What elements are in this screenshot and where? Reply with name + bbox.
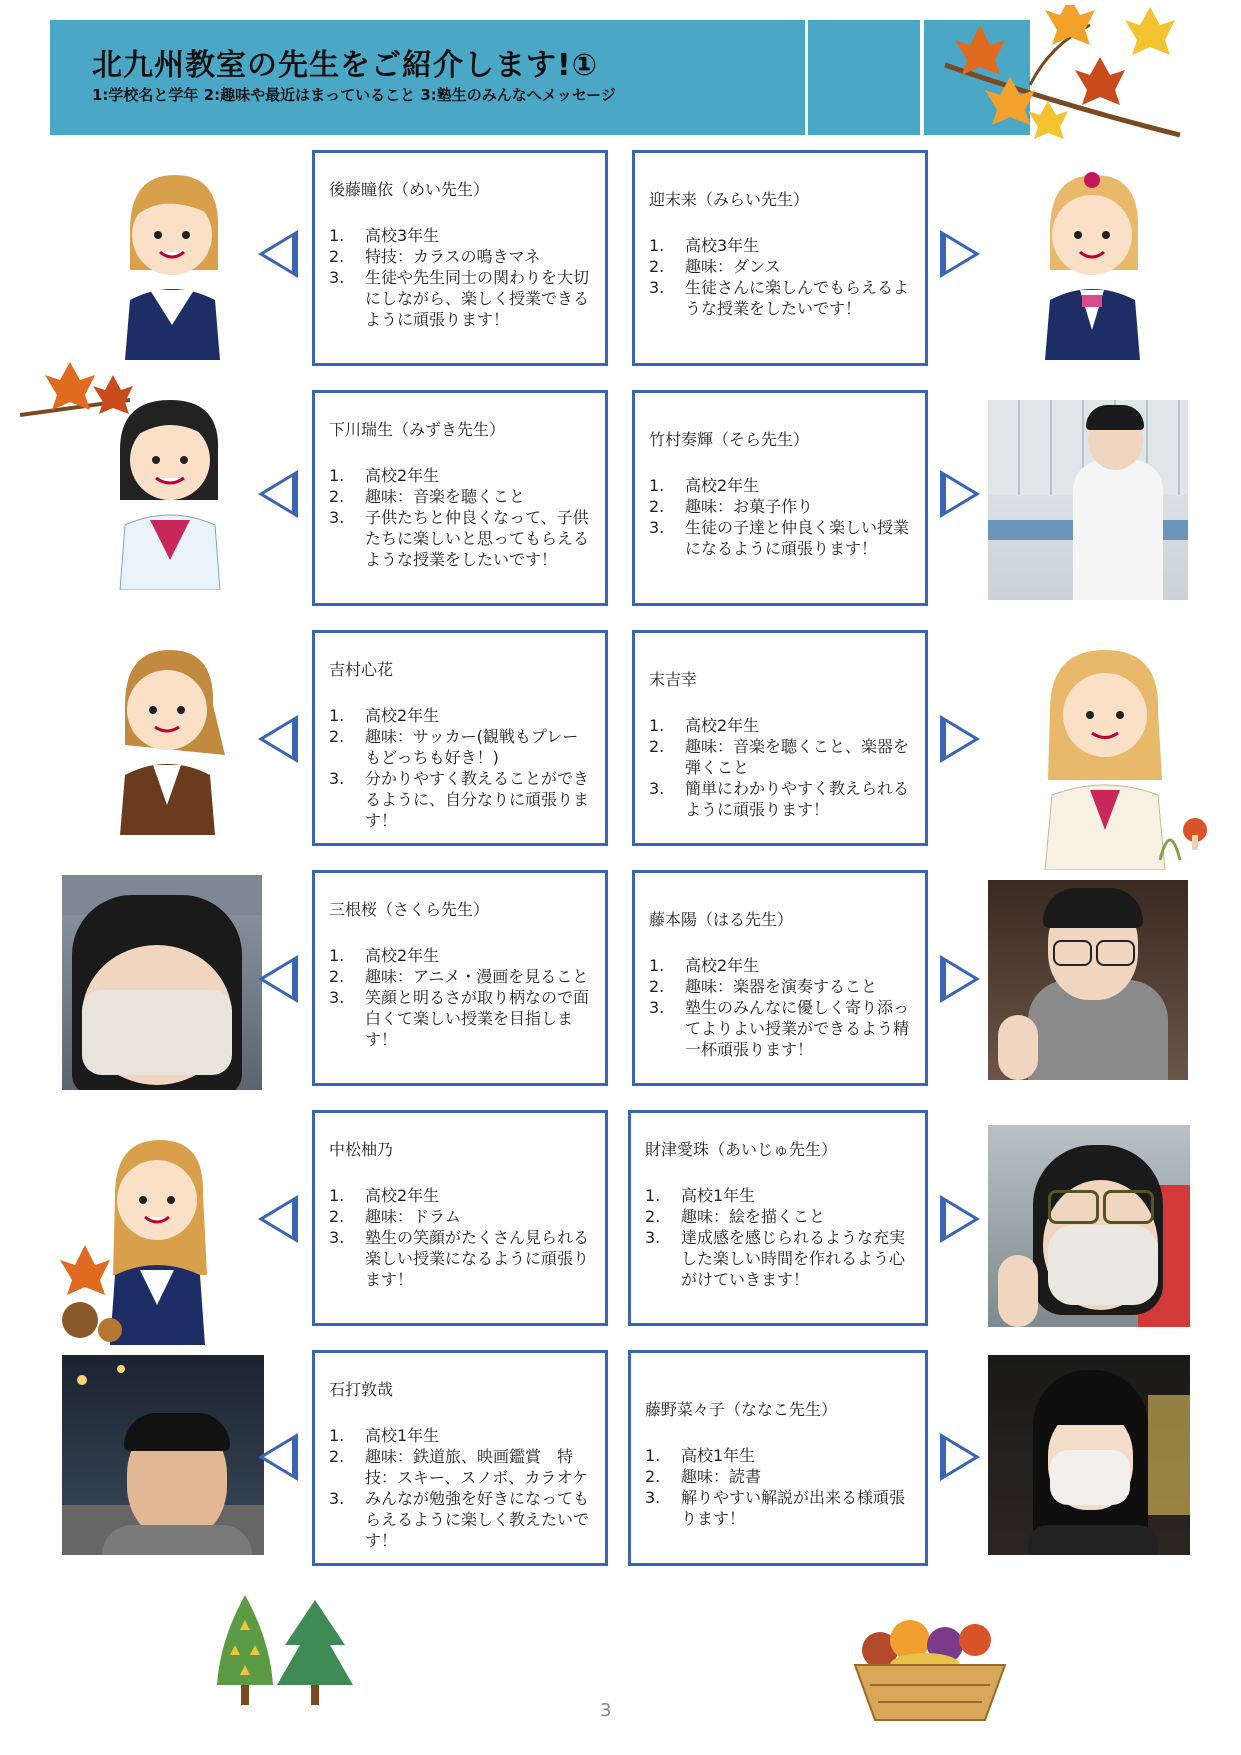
teacher-name: 中松柚乃 bbox=[329, 1140, 394, 1159]
right-arrow-icon bbox=[940, 230, 980, 278]
teacher-card bbox=[632, 870, 928, 1086]
maple-leaves-illustration bbox=[940, 5, 1190, 155]
teacher-photo bbox=[62, 1355, 264, 1555]
list-item: 2. 趣味：音楽を聴くこと bbox=[329, 487, 526, 506]
teacher-card bbox=[312, 870, 608, 1086]
list-item: 2. 趣味：アニメ・漫画を見ること bbox=[329, 967, 589, 986]
list-item: 3. 子供たちと仲良くなって、子供たちに楽しいと思ってもらえるような授業をしたいです！ bbox=[329, 508, 590, 569]
left-arrow-icon bbox=[258, 1195, 298, 1243]
list-item: 3. 簡単にわかりやすく教えられるように頑張ります！ bbox=[649, 779, 910, 819]
fruit-basket-illustration bbox=[840, 1610, 1020, 1730]
teacher-name: 下川瑞生（みずき先生） bbox=[329, 420, 506, 439]
teacher-info-list bbox=[649, 955, 911, 1060]
teacher-name: 藤野菜々子（ななこ先生） bbox=[645, 1400, 838, 1419]
right-arrow-icon bbox=[940, 955, 980, 1003]
list-item: 3. 笑顔と明るさが取り柄なので面白くて楽しい授業を目指します！ bbox=[329, 988, 590, 1049]
right-arrow-icon bbox=[940, 715, 980, 763]
teacher-photo bbox=[988, 1355, 1190, 1555]
teacher-photo bbox=[988, 880, 1188, 1080]
list-item: 1. 高校2年生 bbox=[649, 956, 760, 975]
banner-block bbox=[808, 20, 920, 135]
teacher-info-list bbox=[329, 1185, 591, 1290]
left-arrow-icon bbox=[258, 715, 298, 763]
list-item: 3. 生徒や先生同士の関わりを大切にしながら、楽しく授業できるように頑張ります！ bbox=[329, 268, 590, 329]
teacher-name: 藤本陽（はる先生） bbox=[649, 910, 794, 929]
list-item: 3. 生徒の子達と仲良く楽しい授業になるように頑張ります！ bbox=[649, 518, 910, 558]
teacher-card bbox=[312, 390, 608, 606]
list-item: 3. 塾生のみんなに優しく寄り添ってよりよい授業ができるよう精一杯頑張ります！ bbox=[649, 998, 910, 1059]
list-item: 1. 高校3年生 bbox=[649, 236, 760, 255]
left-arrow-icon bbox=[258, 470, 298, 518]
girl-illustration bbox=[1020, 160, 1160, 360]
list-item: 1. 高校1年生 bbox=[645, 1186, 756, 1205]
list-item: 1. 高校2年生 bbox=[329, 706, 440, 725]
list-item: 3. 生徒さんに楽しんでもらえるような授業をしたいです！ bbox=[649, 278, 910, 318]
list-item: 3. 達成感を感じられるような充実した楽しい時間を作れるよう心がけていきます！ bbox=[645, 1228, 906, 1289]
teacher-name: 三根桜（さくら先生） bbox=[329, 900, 490, 919]
list-item: 1. 高校2年生 bbox=[649, 476, 760, 495]
teacher-info-list bbox=[645, 1185, 907, 1290]
right-arrow-icon bbox=[940, 1195, 980, 1243]
teacher-card bbox=[628, 1110, 928, 1326]
list-item: 2. 趣味：読書 bbox=[645, 1467, 762, 1486]
teacher-card bbox=[632, 150, 928, 366]
list-item: 3. 分かりやすく教えることができるように、自分なりに頑張ります！ bbox=[329, 769, 590, 830]
list-item: 1. 高校2年生 bbox=[329, 466, 440, 485]
teacher-info-list bbox=[329, 705, 591, 831]
teacher-info-list bbox=[329, 465, 591, 570]
list-item: 1. 高校2年生 bbox=[329, 946, 440, 965]
list-item: 2. 趣味：サッカー(観戦もプレーもどっちも好き！) bbox=[329, 727, 579, 767]
teacher-photo bbox=[62, 875, 262, 1090]
teacher-info-list bbox=[329, 945, 591, 1050]
teacher-card bbox=[632, 630, 928, 846]
girl-illustration bbox=[55, 1125, 245, 1345]
teacher-info-list bbox=[649, 715, 911, 820]
teacher-name: 吉村心花 bbox=[329, 660, 394, 679]
list-item: 1. 高校2年生 bbox=[649, 716, 760, 735]
list-item: 2. 趣味：お菓子作り bbox=[649, 497, 814, 516]
teacher-info-list bbox=[649, 235, 911, 319]
teacher-info-list bbox=[649, 475, 911, 559]
teacher-card bbox=[312, 150, 608, 366]
list-item: 2. 趣味：楽器を演奏すること bbox=[649, 977, 878, 996]
teacher-photo bbox=[988, 400, 1188, 600]
teacher-name: 末吉幸 bbox=[649, 670, 698, 689]
teacher-card bbox=[628, 1350, 928, 1566]
teacher-card bbox=[312, 1110, 608, 1326]
list-item: 1. 高校1年生 bbox=[645, 1446, 756, 1465]
teacher-info-list bbox=[645, 1445, 907, 1529]
left-arrow-icon bbox=[258, 230, 298, 278]
list-item: 3. 解りやすい解説が出来る様頑張ります！ bbox=[645, 1488, 906, 1528]
list-item: 2. 特技：カラスの鳴きマネ bbox=[329, 247, 541, 266]
teacher-name: 竹村奏輝（そら先生） bbox=[649, 430, 810, 449]
teacher-photo bbox=[988, 1125, 1190, 1327]
teacher-card bbox=[632, 390, 928, 606]
left-arrow-icon bbox=[258, 1433, 298, 1481]
header-banner bbox=[50, 18, 930, 136]
page-title: 北九州教室の先生をご紹介します!① bbox=[92, 48, 599, 83]
list-item: 1. 高校3年生 bbox=[329, 226, 440, 245]
teacher-card bbox=[312, 1350, 608, 1566]
list-item: 2. 趣味：ドラム bbox=[329, 1207, 461, 1226]
girl-illustration bbox=[1030, 630, 1220, 870]
girl-illustration bbox=[100, 160, 240, 360]
list-item: 2. 趣味：絵を描くこと bbox=[645, 1207, 826, 1226]
teacher-info-list bbox=[329, 1425, 591, 1551]
page-subtitle: 1:学校名と学年 2:趣味や最近はまっていること 3:塾生のみんなへメッセージ bbox=[92, 86, 616, 104]
teacher-name: 迎末来（みらい先生） bbox=[649, 190, 810, 209]
list-item: 1. 高校1年生 bbox=[329, 1426, 440, 1445]
list-item: 1. 高校2年生 bbox=[329, 1186, 440, 1205]
list-item: 2. 趣味：鉄道旅、映画鑑賞 特技：スキー、スノボ、カラオケ bbox=[329, 1447, 589, 1487]
teacher-name: 財津愛珠（あいじゅ先生） bbox=[645, 1140, 838, 1159]
list-item: 2. 趣味：音楽を聴くこと、楽器を弾くこと bbox=[649, 737, 910, 777]
list-item: 3. 塾生の笑顔がたくさん見られる楽しい授業になるように頑張ります！ bbox=[329, 1228, 590, 1289]
teacher-name: 後藤瞳依（めい先生） bbox=[329, 180, 490, 199]
left-arrow-icon bbox=[258, 955, 298, 1003]
right-arrow-icon bbox=[940, 470, 980, 518]
page-number: 3 bbox=[600, 1700, 612, 1721]
teacher-name: 石打敦哉 bbox=[329, 1380, 394, 1399]
trees-illustration bbox=[215, 1590, 355, 1710]
right-arrow-icon bbox=[940, 1433, 980, 1481]
list-item: 2. 趣味：ダンス bbox=[649, 257, 781, 276]
girl-illustration bbox=[95, 635, 245, 835]
teacher-info-list bbox=[329, 225, 591, 330]
list-item: 3. みんなが勉強を好きになってもらえるように楽しく教えたいです！ bbox=[329, 1489, 590, 1550]
girl-illustration bbox=[20, 360, 240, 590]
teacher-card bbox=[312, 630, 608, 846]
